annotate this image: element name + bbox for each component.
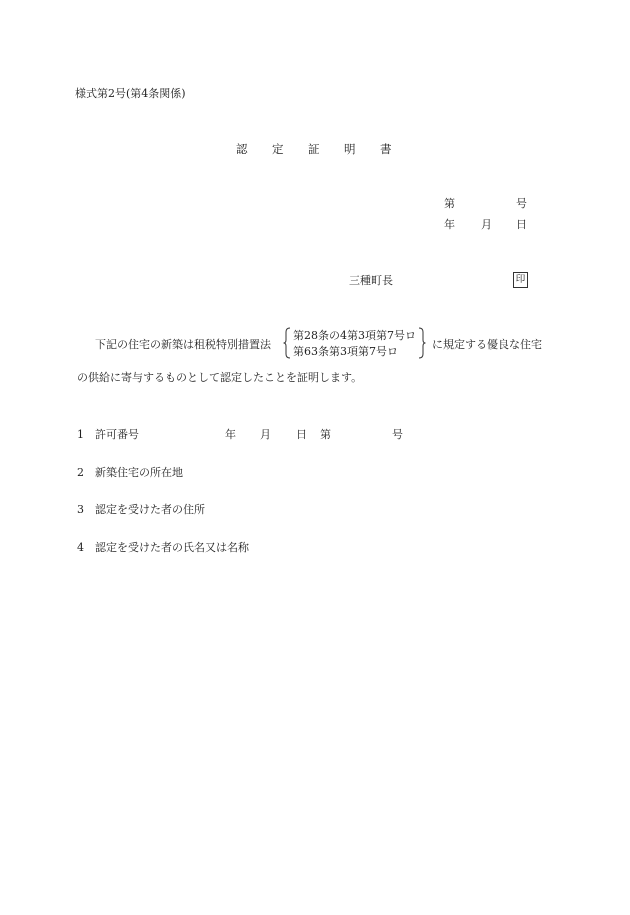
item-3-label: 認定を受けた者の住所 <box>95 503 205 516</box>
item-4-label: 認定を受けた者の氏名又は名称 <box>95 541 249 554</box>
permit-day: 日 <box>296 428 307 441</box>
left-brace-icon <box>283 327 291 359</box>
title-char-1: 認 <box>236 142 248 156</box>
document-number-dai: 第 <box>444 197 455 210</box>
item-3-number: 3 <box>77 503 84 516</box>
document-number-go: 号 <box>516 197 527 210</box>
seal-mark: 印 <box>513 272 528 288</box>
title-char-5: 書 <box>380 142 392 156</box>
item-4-number: 4 <box>77 541 84 554</box>
form-number: 様式第2号(第4条関係) <box>75 87 186 100</box>
body-text-prefix: 下記の住宅の新築は租税特別措置法 <box>95 338 271 351</box>
item-2-number: 2 <box>77 466 84 479</box>
law-option-1: 第28条の4第3項第7号ロ <box>293 329 416 342</box>
right-brace-icon <box>418 327 426 359</box>
item-1-label: 許可番号 <box>95 428 139 441</box>
permit-month: 月 <box>260 428 271 441</box>
law-option-2: 第63条第3項第7号ロ <box>293 345 398 358</box>
body-text-suffix: に規定する優良な住宅 <box>432 338 542 351</box>
date-year: 年 <box>444 218 455 231</box>
title-char-3: 証 <box>308 142 320 156</box>
title-char-2: 定 <box>272 142 284 156</box>
item-2-label: 新築住宅の所在地 <box>95 466 183 479</box>
item-1-number: 1 <box>77 428 84 441</box>
permit-dai: 第 <box>320 428 331 441</box>
issuer-name: 三種町長 <box>349 274 393 287</box>
title-char-4: 明 <box>344 142 356 156</box>
date-month: 月 <box>481 218 492 231</box>
permit-go: 号 <box>392 428 403 441</box>
date-day: 日 <box>516 218 527 231</box>
body-text-line2: の供給に寄与するものとして認定したことを証明します。 <box>77 371 363 384</box>
permit-year: 年 <box>225 428 236 441</box>
